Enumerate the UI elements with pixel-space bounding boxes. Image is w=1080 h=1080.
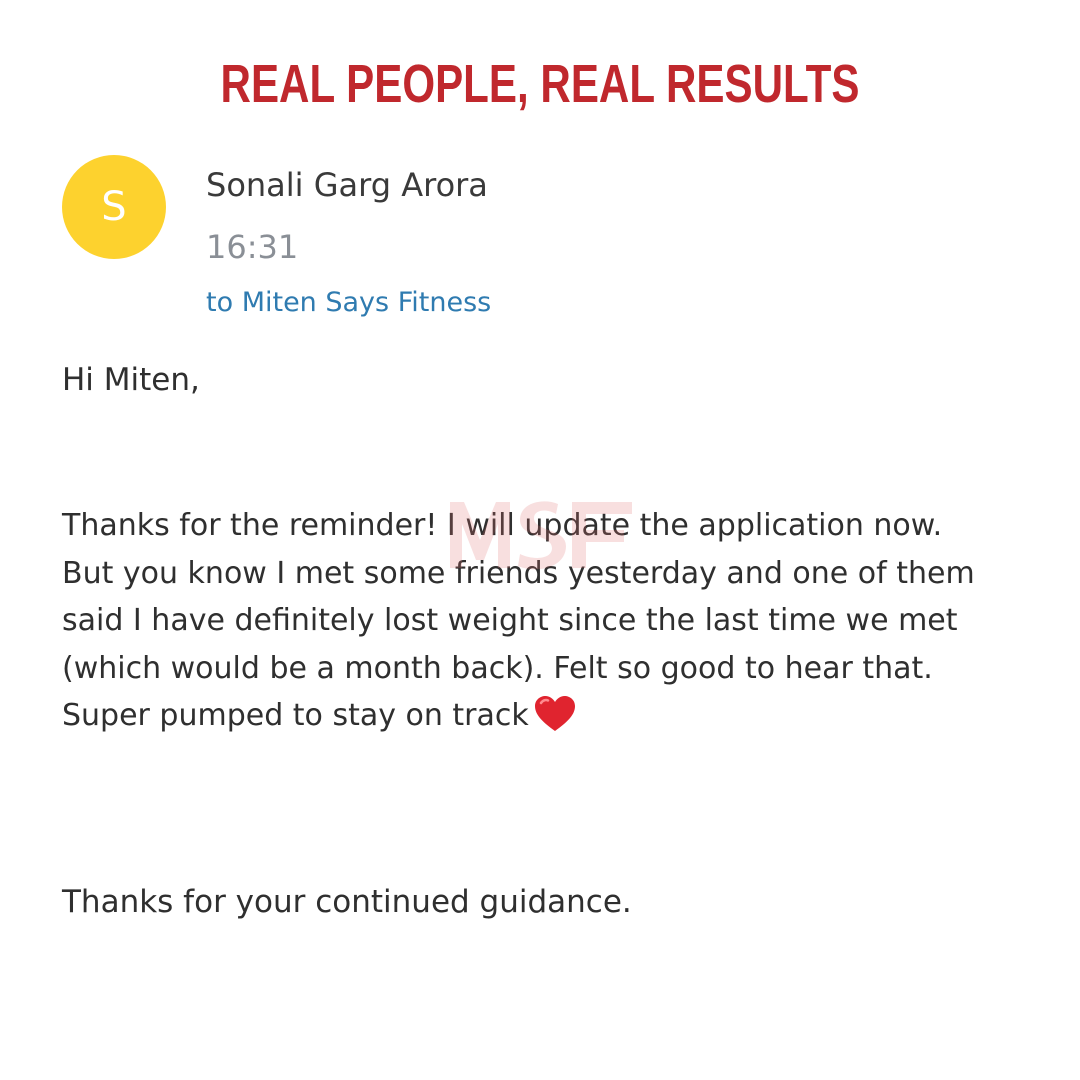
email-body-line-last — [62, 692, 1042, 740]
sender-name: Sonali Garg Arora — [206, 166, 488, 204]
heart-icon — [533, 695, 577, 733]
email-time: 16:31 — [206, 228, 299, 266]
page-title: REAL PEOPLE, REAL RESULTS — [220, 54, 860, 114]
sender-avatar[interactable] — [62, 155, 166, 259]
email-body-line: said I have definitely lost weight since the last time we met — [62, 603, 958, 638]
email-closing: Thanks for your continued guidance. — [62, 884, 632, 920]
email-body-line: (which would be a month back). Felt so good to hear that. — [62, 650, 933, 686]
email-body-line: But you know I met some friends yesterday and one of them — [62, 555, 975, 591]
email-body — [62, 502, 1042, 740]
recipient-link[interactable]: to Miten Says Fitness — [206, 287, 492, 318]
email-body-line: Thanks for the reminder! I will update the application now. — [62, 508, 943, 543]
email-body-line-text: Super pumped to stay on track — [62, 698, 529, 733]
avatar-initial: S — [101, 184, 127, 230]
email-greeting: Hi Miten, — [62, 362, 200, 398]
